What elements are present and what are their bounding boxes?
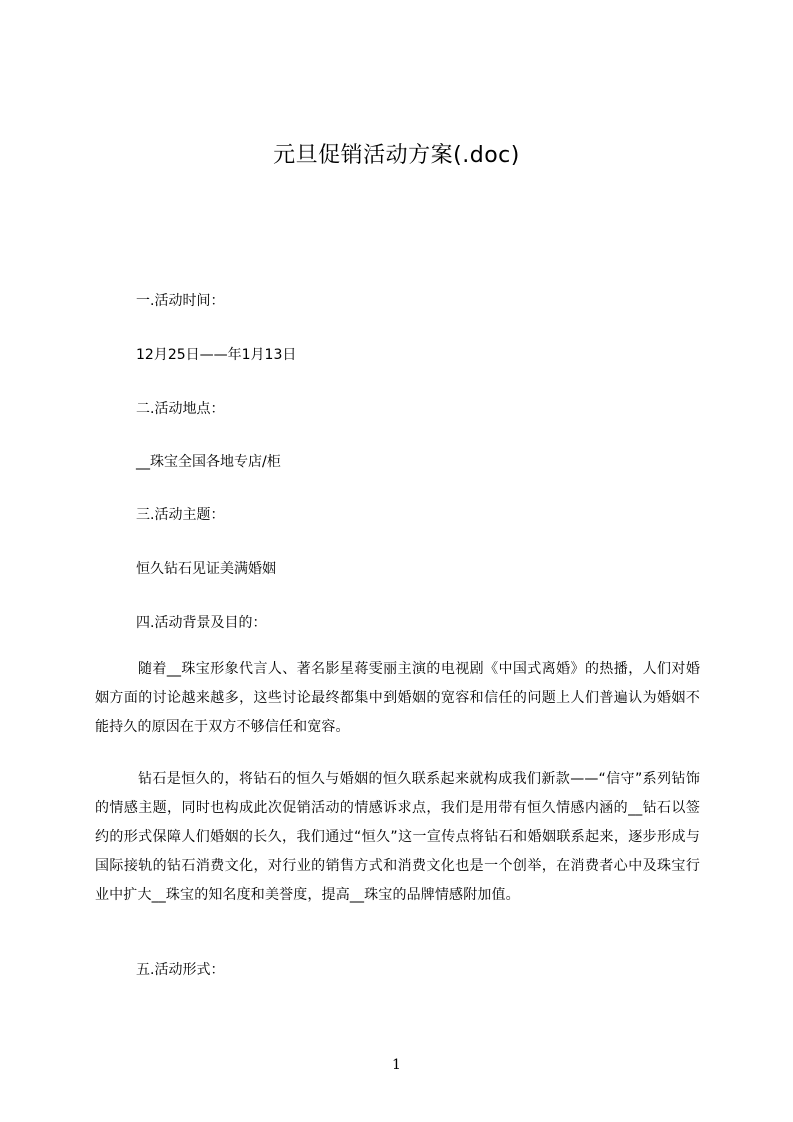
- background-paragraph-1: 随着__珠宝形象代言人、著名影星蒋雯丽主演的电视剧《中国式离婚》的热播，人们对婚姻方面的讨论越来越多，这些讨论最终都集中到婚姻的宽容和信任的问题上人们普遍认为婚姻不能持久的原因在于双方不够信任和宽容。: [95, 661, 700, 735]
- section-theme-heading: 三.活动主题：: [136, 507, 225, 523]
- section-background-heading: 四.活动背景及目的：: [136, 615, 267, 631]
- background-paragraph-2: 钻石是恒久的，将钻石的恒久与婚姻的恒久联系起来就构成我们新款——“信守”系列钻饰的情感主题，同时也构成此次促销活动的情感诉求点，我们是用带有恒久情感内涵的__钻石以签约的形式保障人们婚姻的长久，我们通过“恒久”这一宣传点将钻石和婚姻联系起来，逐步形成与国际接轨的钻石消费文化，对行业的销售方式和消费文化也是一个创举，在消费者心中及珠宝行业中扩大__珠宝的知名度和美誉度，提高__珠宝的品牌情感附加值。: [95, 771, 700, 903]
- section-theme-value: 恒久钻石见证美满婚姻: [136, 561, 276, 577]
- section-place-heading: 二.活动地点：: [136, 401, 225, 417]
- section-time-heading: 一.活动时间：: [136, 293, 225, 309]
- section-time-value: 12月25日——年1月13日: [136, 347, 297, 363]
- document-title: 元旦促销活动方案(.doc): [273, 143, 520, 168]
- section-form-heading: 五.活动形式：: [136, 962, 225, 978]
- section-place-value: __珠宝全国各地专店/柜: [136, 454, 281, 470]
- page-number: 1: [392, 1057, 401, 1073]
